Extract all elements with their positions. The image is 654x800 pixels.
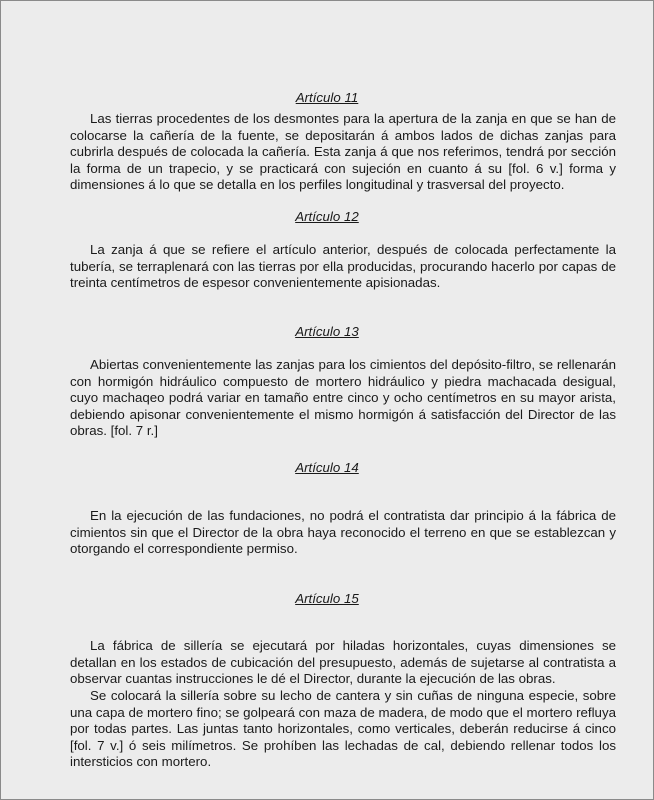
article-14-heading: Artículo 14 [295,460,359,475]
article-13-heading: Artículo 13 [295,324,359,339]
article-13-paragraph: Abiertas convenientemente las zanjas para los cimientos del depósito-filtro, se rellenarán con hormigón hidráulico compuesto de mortero hidráulico y piedra machacada desigual, cuyo machaqeo podrá variar en tamaño entre cinco y ocho centímetros en su mayor arista, debiendo apisonar convenientemente el mismo hormigón á satisfacción del Director de las obras. [fol. 7 r.] [70,357,616,439]
article-11-heading: Artículo 11 [295,90,359,105]
article-12-paragraph: La zanja á que se refiere el artículo anterior, después de colocada perfectamente la tubería, se terraplenará con las tierras por ella producidas, procurando hacerlo por capas de treinta centímetros de espesor convenientemente apisionadas. [70,242,616,291]
article-15-paragraph-2: Se colocará la sillería sobre su lecho de cantera y sin cuñas de ninguna especie, sobre una capa de mortero fino; se golpeará con maza de madera, de modo que el mortero refluya por todas partes. Las juntas tanto horizontales, como verticales, deberán reducirse á cinco [fol. 7 v.] ó seis milímetros. Se prohíben las lechadas de cal, debiendo rellenar todos los intersticios con mortero. [70,688,616,770]
article-12-heading: Artículo 12 [295,209,359,224]
article-15-heading: Artículo 15 [295,591,359,606]
article-15-paragraph-1: La fábrica de sillería se ejecutará por hiladas horizontales, cuyas dimensiones se detallan en los estados de cubicación del presupuesto, además de sujetarse al contratista a observar cuantas instrucciones le dé el Director, durante la ejecución de las obras. [70,638,616,687]
article-11-paragraph: Las tierras procedentes de los desmontes para la apertura de la zanja en que se han de colocarse la cañería de la fuente, se depositarán á ambos lados de dichas zanjas para cubrirla después de colocada la cañería. Esta zanja á que nos referimos, tendrá por sección la forma de un trapecio, y se practicará con sujeción en cuanto á su [fol. 6 v.] forma y dimensiones á lo que se detalla en los perfiles longitudinal y trasversal del proyecto. [70,111,616,193]
article-14-paragraph: En la ejecución de las fundaciones, no podrá el contratista dar principio á la fábrica de cimientos sin que el Director de la obra haya reconocido el terreno en que se establezcan y otorgando el correspondiente permiso. [70,508,616,557]
